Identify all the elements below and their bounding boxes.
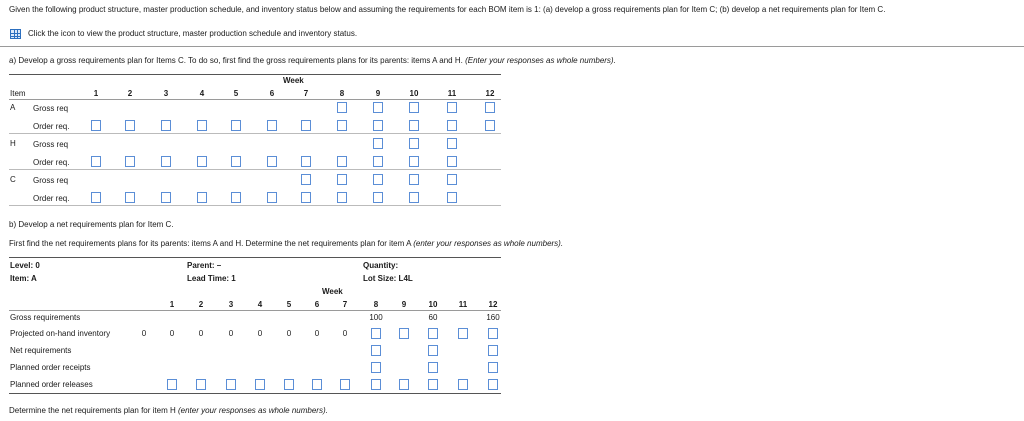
row-label: Gross requirements <box>10 313 81 322</box>
requirement-input[interactable] <box>373 174 383 185</box>
requirement-input[interactable] <box>373 192 383 203</box>
on-hand-value: 0 <box>342 329 348 338</box>
requirement-input[interactable] <box>197 156 207 167</box>
item-code: H <box>10 139 16 148</box>
requirement-input[interactable] <box>409 102 419 113</box>
week-number: 1 <box>169 300 175 309</box>
requirement-input[interactable] <box>231 192 241 203</box>
net-plan-input[interactable] <box>371 345 381 356</box>
requirement-input[interactable] <box>337 102 347 113</box>
row-divider <box>9 133 501 134</box>
week-number: 6 <box>314 300 320 309</box>
week-number: 3 <box>163 89 169 98</box>
footer-prompt: Determine the net requirements plan for item H (enter your responses as whole numbers). <box>9 406 328 415</box>
requirement-input[interactable] <box>197 120 207 131</box>
requirement-input[interactable] <box>337 174 347 185</box>
item-label: Item: A <box>10 274 37 283</box>
requirement-input[interactable] <box>409 192 419 203</box>
requirement-input[interactable] <box>301 120 311 131</box>
net-plan-input[interactable] <box>428 379 438 390</box>
net-plan-input[interactable] <box>340 379 350 390</box>
requirement-input[interactable] <box>91 192 101 203</box>
requirement-input[interactable] <box>447 102 457 113</box>
requirement-input[interactable] <box>485 120 495 131</box>
on-hand-value: 0 <box>228 329 234 338</box>
on-hand-value: 0 <box>286 329 292 338</box>
requirement-input[interactable] <box>161 192 171 203</box>
row-divider <box>9 205 501 206</box>
net-plan-input[interactable] <box>167 379 177 390</box>
requirement-input[interactable] <box>373 156 383 167</box>
requirement-input[interactable] <box>267 120 277 131</box>
item-column-header: Item <box>10 89 26 98</box>
on-hand-value: 0 <box>198 329 204 338</box>
week-number: 7 <box>303 89 309 98</box>
requirement-input[interactable] <box>373 120 383 131</box>
row-divider <box>9 169 501 170</box>
week-number: 2 <box>198 300 204 309</box>
week-number: 10 <box>428 300 438 309</box>
part-a-prompt: a) Develop a gross requirements plan for Items C. To do so, first find the gross requirements plans for its parents: items A and H. (Enter your responses as whole numbers). <box>9 56 616 65</box>
net-plan-input[interactable] <box>399 379 409 390</box>
requirement-input[interactable] <box>267 192 277 203</box>
lot-size-label: Lot Size: L4L <box>363 274 413 283</box>
week-number: 9 <box>401 300 407 309</box>
requirement-input[interactable] <box>301 156 311 167</box>
requirement-input[interactable] <box>447 174 457 185</box>
week-number: 12 <box>488 300 498 309</box>
row-label: Planned order receipts <box>10 363 91 372</box>
net-plan-input[interactable] <box>428 328 438 339</box>
on-hand-initial: 0 <box>141 329 147 338</box>
net-plan-input[interactable] <box>399 328 409 339</box>
requirement-input[interactable] <box>125 156 135 167</box>
requirement-input[interactable] <box>409 138 419 149</box>
requirement-input[interactable] <box>301 192 311 203</box>
week-header: Week <box>322 287 343 296</box>
week-number: 3 <box>228 300 234 309</box>
week-number: 7 <box>342 300 348 309</box>
table-top-rule <box>9 74 501 75</box>
row-label: Order req. <box>33 194 70 203</box>
net-plan-input[interactable] <box>312 379 322 390</box>
net-plan-input[interactable] <box>255 379 265 390</box>
level-label: Level: 0 <box>10 261 40 270</box>
net-plan-input[interactable] <box>428 345 438 356</box>
requirement-input[interactable] <box>91 120 101 131</box>
row-label: Net requirements <box>10 346 72 355</box>
net-plan-input[interactable] <box>196 379 206 390</box>
requirement-input[interactable] <box>125 120 135 131</box>
row-label: Order req. <box>33 122 70 131</box>
gross-requirement-value: 100 <box>369 313 383 322</box>
net-plan-input[interactable] <box>371 379 381 390</box>
requirement-input[interactable] <box>373 102 383 113</box>
intro-text: Given the following product structure, master production schedule, and inventory status below and assuming the requirements for each BOM item is 1: (a) develop a gross requirements plan for Item C; (b) develop a net requirements plan for Item C. <box>9 5 886 14</box>
requirement-input[interactable] <box>447 120 457 131</box>
row-label: Planned order releases <box>10 380 93 389</box>
week-number: 10 <box>409 89 419 98</box>
week-number: 2 <box>127 89 133 98</box>
week-number: 4 <box>257 300 263 309</box>
net-plan-input[interactable] <box>284 379 294 390</box>
quantity-label: Quantity: <box>363 261 399 270</box>
lead-time-label: Lead Time: 1 <box>187 274 236 283</box>
gross-requirement-value: 60 <box>428 313 438 322</box>
requirement-input[interactable] <box>373 138 383 149</box>
requirement-input[interactable] <box>337 156 347 167</box>
week-number: 4 <box>199 89 205 98</box>
net-plan-input[interactable] <box>226 379 236 390</box>
row-label: Order req. <box>33 158 70 167</box>
requirement-input[interactable] <box>447 138 457 149</box>
requirement-input[interactable] <box>231 120 241 131</box>
row-label: Projected on-hand inventory <box>10 329 111 338</box>
part-b-prompt2: First find the net requirements plans for its parents: items A and H. Determine the net requirements plan for item A (enter your responses as whole numbers). <box>9 239 564 248</box>
net-plan-input[interactable] <box>371 362 381 373</box>
week-number: 5 <box>286 300 292 309</box>
requirement-input[interactable] <box>125 192 135 203</box>
net-plan-input[interactable] <box>458 328 468 339</box>
part-b-prompt: b) Develop a net requirements plan for Item C. <box>9 220 174 229</box>
week-number: 5 <box>233 89 239 98</box>
net-plan-input[interactable] <box>428 362 438 373</box>
row-label: Gross req <box>33 176 69 185</box>
requirement-input[interactable] <box>409 120 419 131</box>
parent-label: Parent: – <box>187 261 222 270</box>
net-plan-input[interactable] <box>488 362 498 373</box>
item-code: A <box>10 103 16 112</box>
requirement-input[interactable] <box>161 120 171 131</box>
icon-link-text: Click the icon to view the product structure, master production schedule and inventory status. <box>28 29 358 38</box>
gross-requirement-value: 160 <box>486 313 500 322</box>
week-number: 9 <box>375 89 381 98</box>
requirement-input[interactable] <box>409 174 419 185</box>
week-number: 8 <box>373 300 379 309</box>
week-number: 1 <box>93 89 99 98</box>
week-header: Week <box>283 76 304 85</box>
requirement-input[interactable] <box>91 156 101 167</box>
table-icon[interactable] <box>10 29 21 39</box>
week-number: 6 <box>269 89 275 98</box>
requirement-input[interactable] <box>231 156 241 167</box>
requirement-input[interactable] <box>161 156 171 167</box>
requirement-input[interactable] <box>447 192 457 203</box>
week-number: 11 <box>458 300 468 309</box>
week-number: 12 <box>485 89 495 98</box>
net-plan-input[interactable] <box>371 328 381 339</box>
header-rule <box>9 99 501 100</box>
row-label: Gross req <box>33 104 69 113</box>
week-number: 11 <box>447 89 457 98</box>
requirement-input[interactable] <box>409 156 419 167</box>
on-hand-value: 0 <box>169 329 175 338</box>
on-hand-value: 0 <box>314 329 320 338</box>
requirement-input[interactable] <box>197 192 207 203</box>
row-label: Gross req <box>33 140 69 149</box>
requirement-input[interactable] <box>447 156 457 167</box>
net-plan-input[interactable] <box>488 328 498 339</box>
header-rule <box>9 310 501 311</box>
requirement-input[interactable] <box>301 174 311 185</box>
net-plan-input[interactable] <box>488 345 498 356</box>
net-plan-input[interactable] <box>488 379 498 390</box>
requirement-input[interactable] <box>267 156 277 167</box>
week-number: 8 <box>339 89 345 98</box>
item-code: C <box>10 175 16 184</box>
on-hand-value: 0 <box>257 329 263 338</box>
requirement-input[interactable] <box>337 120 347 131</box>
requirement-input[interactable] <box>485 102 495 113</box>
table-bottom-rule <box>9 393 501 394</box>
requirement-input[interactable] <box>337 192 347 203</box>
net-plan-input[interactable] <box>458 379 468 390</box>
